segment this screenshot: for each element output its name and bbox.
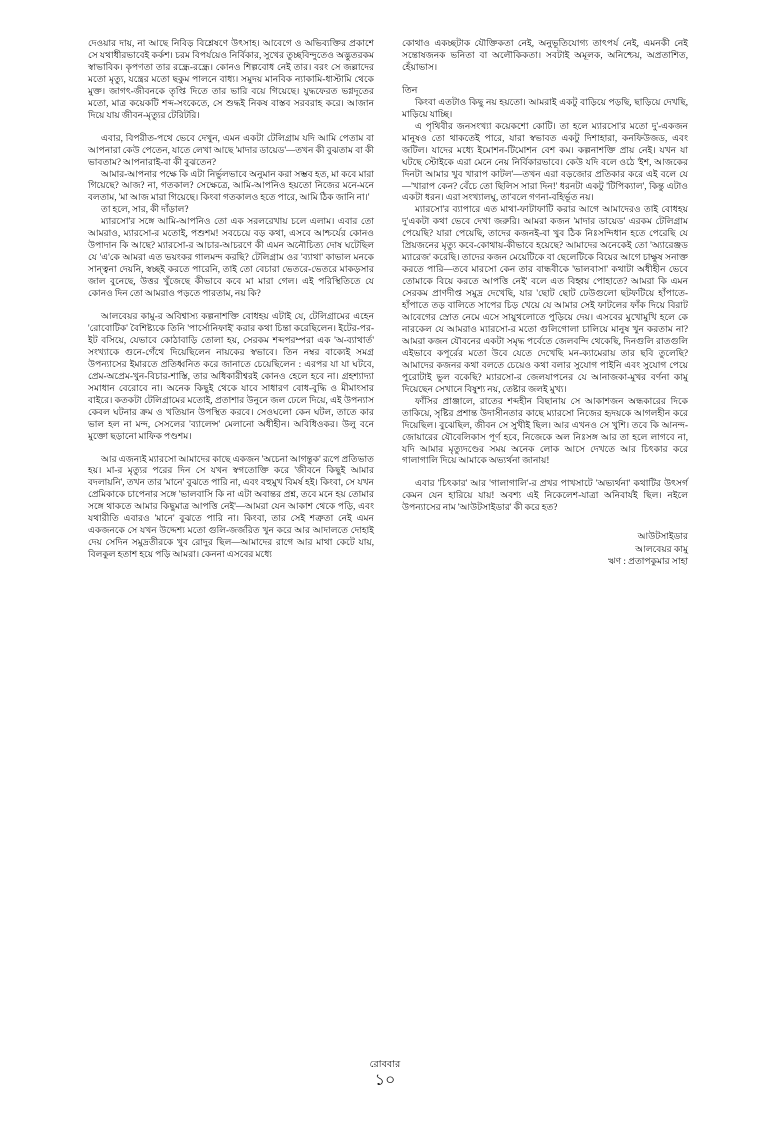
paragraph: আমার-আপনার পক্ষে কি এটা নির্ভুলভাবে অনুমান করা সম্ভব হত, মা কবে মারা গিয়েছে? আজ? না, গতকাল? সেক্ষেত্রে, আমি-আপনিও হয়তো নিজের মনে-মনে বলতাম, 'মা আজ মারা গিয়েছে। কিংবা গতকালও হতে পারে, আমি ঠিক জানি না।': [88, 168, 374, 203]
book-title: আউটসাইডার: [637, 531, 688, 542]
paragraph: আর এজন্যই ম্যারসো আমাদের কাছে একজন 'অচেনা আগন্তুক' রূপে প্রতিভাত হয়। মা-র মৃত্যুর পরের দিন সে যখন স্বগতোক্তি করে 'জীবনে কিছুই আমার বদলায়নি', তখন তার 'মানে' বুঝতে পারি না, এবং বহুমুখ বিমর্ষ হই। কিংবা, সে যখন প্রেমিকাকে চাপেনার সঙ্গে 'ভালবাসি কি না এটা অবান্তর প্রশ্ন, তবে মনে হয় তোমার সঙ্গে থাকতে আমার কিছুমাত্র আপত্তি নেই'—আমরা যেন আকাশ থেকে পড়ি, এবং যথারীতি এবারও 'মানে' বুঝতে পারি না। কিংবা, তার সেই শত্রুতা নেই এমন একজনকে সে যখন উদ্দেশ্য মতো গুলি-জর্জরিত খুন করে আর আদালতে দোহাই দেয় সেদিন সমুদ্রতীরকে খুব রোদুর ছিল—আমাদের রাগে আর মাথা কেটে যায়, বিলকুল হতাশ হয়ে পড়ি আমরা। কেননা এসবের মধ্যে: [88, 453, 374, 560]
paragraph: ম্যারসো'র সঙ্গে আমি-আপনিও তো এক সরলরেখায় চলে এলাম। এবার তো আমরাও, ম্যারসো-র মতোই, পশুশম! সবচেয়ে বড় কথা, এসবে আশ্চর্যের কোনও উপাদান কি আছে? ম্যারসো-র আচার-আচরণে কী এমন অনৌচিত্য দোষ ঘটেছিল যে 'এ'কে আমরা এত ভয়ংকর গালমন্দ করছি? টেলিগ্রাম ওর 'ব্যাথা' কাভাল মনকে সান্ত্বনা দেয়নি, স্বচ্ছই করতে পারেনি, তাই তো বেচারা ভেতরে-ভেতরে মাকড়সার জাল বুনেছে, উত্তর খুঁজেছে কীভাবে কবে মা মারা গেল। এই পরিস্থিতিতে যে কোনও দিন তো আমরাও পড়তে পারতাম, নয় কি?: [88, 216, 374, 299]
paragraph: দেওয়ার দায়, না আছে নিবিড় বিশ্লেষণে উৎসাহ। আবেগে ও অভিব্যক্তির প্রকাশে সে যথাধীরভাবেই কর্কশ। চরম বিপর্যয়েও নির্বিকার, সুখের তুচ্ছবিন্দুতেও অদ্ভুতরকম স্বাভাবিক। কৃপণতা তার রন্ধ্রে-রন্ধ্রে। কোনও শিল্পবোধ নেই তার। বরং সে জল্লাদের মতো মৃত্যু, যন্ত্রের মতো ছকুম পালনে বাধ্য। সমুদয় মানবিক ন্যাকামি-ধাস্টামি থেকে মুক্ত। জাগৎ-জীবনকে তৃপ্তি দিতে তার ভারি বয়ে গিয়েছে। যুদ্ধফেরত ভগ্নদূতের মতো, মাত্র কয়েকটি শব্দ-সংকেতে, সে শুদ্ধই নিকষ বাস্তব সরবরাহ করে। আজান দিয়ে যায় জীবন-মৃত্যুর টেরিটরি।: [88, 38, 374, 120]
paragraph: তা হলে, সার, কী দাঁড়াল?: [101, 204, 189, 215]
paragraph: এবার, বিপরীত-পথে ভেবে দেখুন, এমন একটা টেলিগ্রাম যদি আমি পেতাম বা আপনারা কেউ পেতেন, যাতে লেখা আছে 'মাদার ডায়েড'—তখন কী বুঝতাম বা কী ভাবতাম? আপনারাই-বা কী বুঝতেন?: [88, 132, 374, 167]
paragraph: ম্যারসো'র ব্যাপারে এত মাথা-ফাটাফাটি করার আগে আমাদেরও তাই বোধহয় দু'একটা কথা ভেবে দেখা জরুরি। আমরা কজন 'মাদার ডায়েড' এরকম টেলিগ্রাম পেয়েছি? যারা পেয়েছি, তাদের কজনই-বা খুব ঠিক নিঃসন্দিধান হতে পেরেছি যে প্রিয়জনের মৃত্যু কবে-কোথায়-কীভাবে হয়েছে? আমাদের অনেকেই তো 'অ্যারেঞ্জড ম্যারেজ' করেছি। তাদের কজন মেয়েটিকে বা ছেলেটিকে বিয়ের আগে চাক্ষুষ সনাক্ত করতে পারি—তবে মারসো কেন তার বান্ধবীকে 'ভালবাসা' কথাটা অধীহীন ভেবে তোমাকে বিয়ে করতে আপত্তি নেই' বলে এত বিহ্বয় পোহাতে? আমরা কি এমন সেরকম প্রাণদীপ্ত সমুদ্র দেখেছি, যার 'ছোট ছোট ঢেউগুলো ছটফটিয়ে হাঁপাতে-হাঁপাতে তড় বালিতে সাপের চিড় খেয়ে যে আমার সেই ফাটলের ফাঁক দিয়ে বিরাট আবেগের স্রোত নেমে এসে সায়ুথলোতে পুড়িয়ে দেয়। এসবের মুখোমুখি হলে কে নারকেল যে আমরাও ম্যারসো-র মতো গুলিগোলা চালিয়ে মানুষ খুন করতাম না? আমরা কজন যৌবনের একটা সমৃদ্ধ পর্বেতে জেলবন্দি থেকেছি, দিনগুলি রাতগুলি এইভাবে কপূর্রের মতো উবে যেতে দেখেছি মন-ক্যামেরায় তার ছবি তুলেছি? আমাদের কজনর কথা বলতে চেয়েও কথা বলার সুযোগ পাইনি এবং সুযোগ পেয়ে পুরোটাই ভুল বকেছি? ম্যারসো-র জেলযাপনের যে আনাজকা-মুখর বর্ণনা কামু দিয়েছেন সেখানে বিষুশ্য নয়, তেষ্টার জলই মুখ্য।: [402, 204, 688, 394]
paragraph: কিংবা এতটাও কিছু নয় হয়তো। আমরাই একটু বাড়িয়ে পড়ছি, ছাড়িয়ে দেখছি, মাড়িয়ে যাচ্ছি।: [402, 96, 688, 119]
right-column: [402, 38, 688, 1048]
book-author: আলবেয়র কামু: [635, 543, 688, 554]
publication-name: রোববার: [369, 1059, 401, 1070]
paragraph: ফাঁসির প্রাঞ্জালে, রাতের শব্দহীন বিছানায় সে আকাশজন অন্ধকারের দিকে তাকিয়ে, সৃষ্টির প্রশান্ত উদাসীনতার কাছে ম্যারসো নিজের হৃদয়কে আগলহীন করে দিয়েছিল। বুঝেছিল, জীবন সে সুখীই ছিল। আর এখনও সে খুশি। তবে কি আনন্দ-জোয়ারের যৌবেলিকাস পূর্ণ হবে, নিজেকে অল নিঃসঙ্গ আর তা হলে লাগবে না, যদি আমার মৃত্যুদণ্ডের সময় অনেক লোক আসে দেখতে আর চিৎকার করে গালাগালি দিয়ে আমাকে অভ্যর্থনা জানায়!: [402, 395, 688, 466]
page-number: ১০: [374, 1072, 396, 1089]
paragraph: এবার 'চিৎকার' আর 'গালাগালি'-র প্রখর পাখসাটে 'অভ্যর্থনা' কথাটির উৎসর্গ কেমন যেন হারিয়ে যায়! অবশ্য এই নিকেলেশ-যাত্রা অনিবার্যই ছিল। নইলে উপন্যাসের নাম 'আউটসাইডার' কী করে হত?: [402, 478, 688, 513]
paragraph: কোথাও একচ্ছটাক যৌক্তিকতা নেই, অনুভূতিযোগ্য তাৎপর্য নেই, এমনকী নেই সন্তোষজনক ভনিতা বা অলৌকিকতা। সবটাই অমূলক, অনিশ্চেয়, অপ্রতাশিত, হেঁয়াভাস।: [402, 38, 688, 72]
section-heading: তিন: [402, 85, 418, 96]
paragraph: এ পৃথিবীর জনসংখ্যা কয়েকশো কোটি। তা হলে ম্যারসো'র মতো দু'-একজন মানুষও তো থাকতেই পারে, যারা স্বভাবত একটু দিশাহারা, কনফিউজড, এবং জটিল। যাদের মধ্যে ইমোশন-টিমোশন বেশ কম। কল্পনাশক্তি প্রায় নেই। যখন যা ঘটছে স্টোইকে এরা মেনে নেয় নির্বিকারভাবে। কেউ যদি বলে ওঠে 'ইশ, আজকের দিনটা আমার খুব খারাপ কাটল'—তখন এরা বড়জোর প্রতিকার করে এই বলে যে—'খারাপ কেন? বেঁচে তো ছিলিস সারা দিন!' ধরনটা একটু 'টিপিক্যাল', কিন্তু এটাও একটা ধরন। এরা সংখ্যালঘু, তা'বলে গণনা-বহির্ভূত নয়।: [402, 120, 688, 203]
two-column-body: [88, 38, 688, 1048]
byline: [402, 530, 688, 568]
page-footer: [0, 1058, 770, 1090]
left-column: [88, 38, 374, 1048]
book-translator: ঋণ : প্রতাপকুমার সাহা: [608, 556, 688, 567]
paragraph: আলবেয়র কামু-র অবিশ্বাস্য কল্পনাশক্তি বোধহয় এটাই যে, টেলিগ্রামের এহেন 'রোবোটিক' বৈশিষ্ট্যকে তিনি 'পার্সোনিফাই' করার কথা চিন্তা করেছিলেন। ইটের-পর-ইট বসিয়ে, যেভাবে কোঠাবাড়ি তোলা হয়, সেরকম শব্দপরম্পরা এক 'অ-ব্যাথার্ত' সংখ্যাকে গুনে-গেঁথে দিয়েছিলেন নায়কের স্বভাবে। তিন নম্বর বাক্যেই সমগ্র উপন্যাসের ইমারতে প্রতিধ্বনিত করে জানাতে চেয়েছিলেন : এরপর যা যা ঘটবে, প্রেম-অপ্রেম-খুন-বিচার-শাস্তি, তার অধিকারীশ্বরই কোনও হেলে হবে না। গ্রহশ্যাদ্যা সমাধান বেরোবে না। অনেক কিছুই থেকে যাবে সাধারণ বোধ-বুদ্ধি ও মীমাংসার বাইরে। কতকটা টেলিগ্রামের মতোই, প্রতাশার উনুনে জল ঢেলে দিয়ে, এই উপন্যাস কেবল ঘটনার ক্রম ও খতিয়ান উপস্থিত করবে। সেওঘলো কেন ঘটল, তাতে কার ভাল হল না মন্দ, সেসলের 'ব্যালেন্স' মেলানো অধীহীন। অবিধিওকর। উলু বনে মুক্তো ছড়ানো মাফিক পণ্ডশম।: [88, 311, 374, 441]
